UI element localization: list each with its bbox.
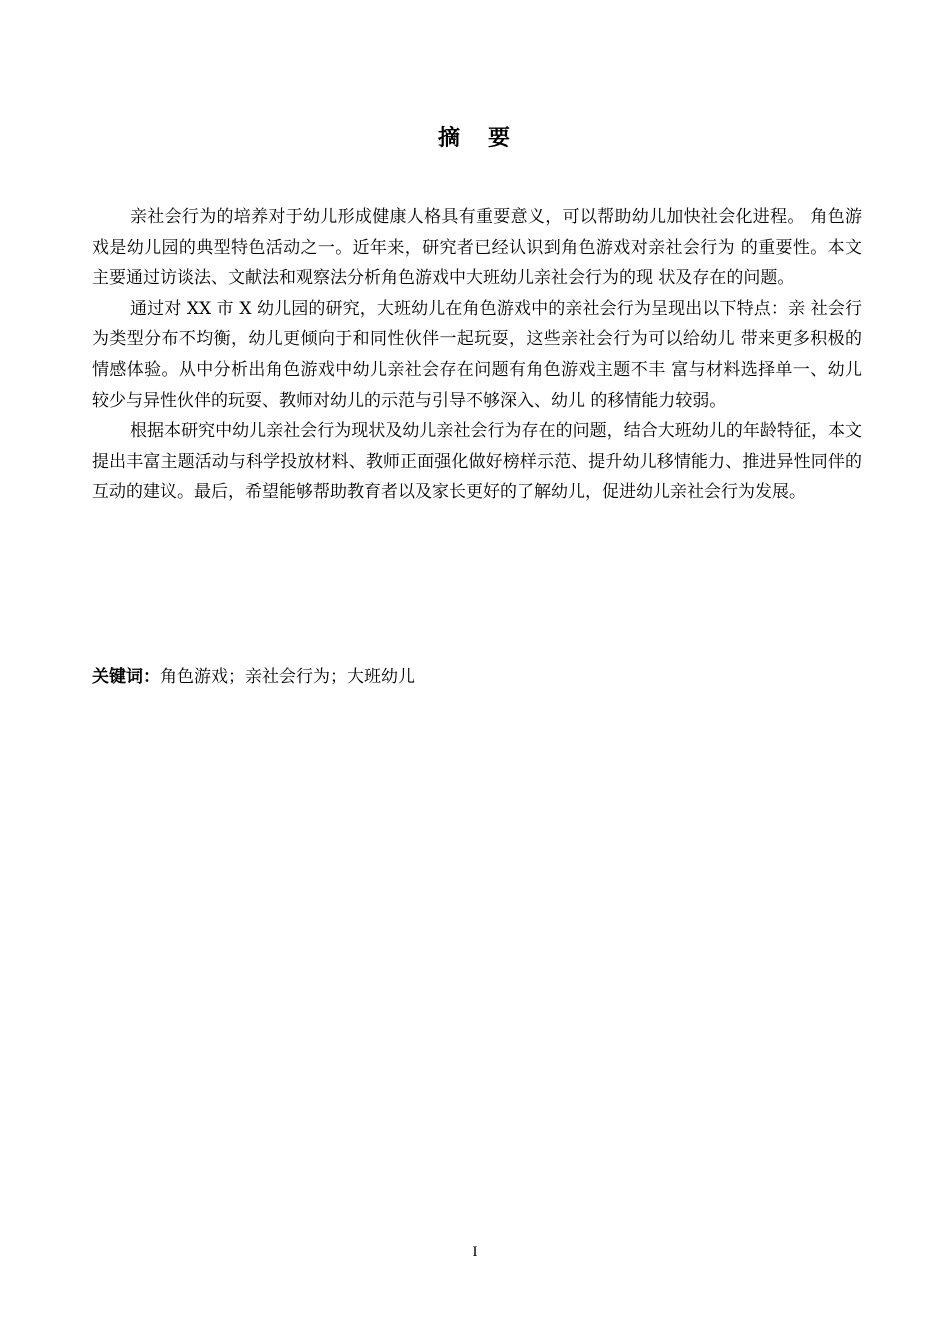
keywords-value: 角色游戏；亲社会行为；大班幼儿 — [160, 667, 415, 687]
keywords-line — [92, 662, 415, 692]
abstract-title-char-2: 要 — [488, 126, 513, 151]
page-number: I — [472, 1244, 478, 1260]
abstract-title-char-1: 摘 — [437, 126, 462, 151]
abstract-body — [92, 202, 862, 508]
abstract-paragraph-2: 通过对 XX 市 X 幼儿园的研究，大班幼儿在角色游戏中的亲社会行为呈现出以下特点：亲 社会行为类型分布不均衡，幼儿更倾向于和同性伙伴一起玩耍，这些亲社会行为可以给幼儿 带来更多积极的情感体验。从中分析出角色游戏中幼儿亲社会存在问题有角色游戏主题不丰 富与材料选择单一、幼儿较少与异性伙伴的玩耍、教师对幼儿的示范与引导不够深入、幼儿 的移情能力较弱。 — [92, 298, 862, 411]
abstract-title — [0, 121, 950, 157]
abstract-paragraph-1: 亲社会行为的培养对于幼儿形成健康人格具有重要意义，可以帮助幼儿加快社会化进程。 角色游戏是幼儿园的典型特色活动之一。近年来，研究者已经认识到角色游戏对亲社会行为 的重要性。本文主要通过访谈法、文献法和观察法分析角色游戏中大班幼儿亲社会行为的现 状及存在的问题。 — [92, 207, 862, 289]
abstract-paragraph-3: 根据本研究中幼儿亲社会行为现状及幼儿亲社会行为存在的问题，结合大班幼儿的年龄特征，本文提出丰富主题活动与科学投放材料、教师正面强化做好榜样示范、提升幼儿移情能力、推进异性同伴的互动的建议。最后，希望能够帮助教育者以及家长更好的了解幼儿，促进幼儿亲社会行为发展。 — [92, 421, 862, 503]
keywords-label: 关键词： — [92, 667, 160, 687]
